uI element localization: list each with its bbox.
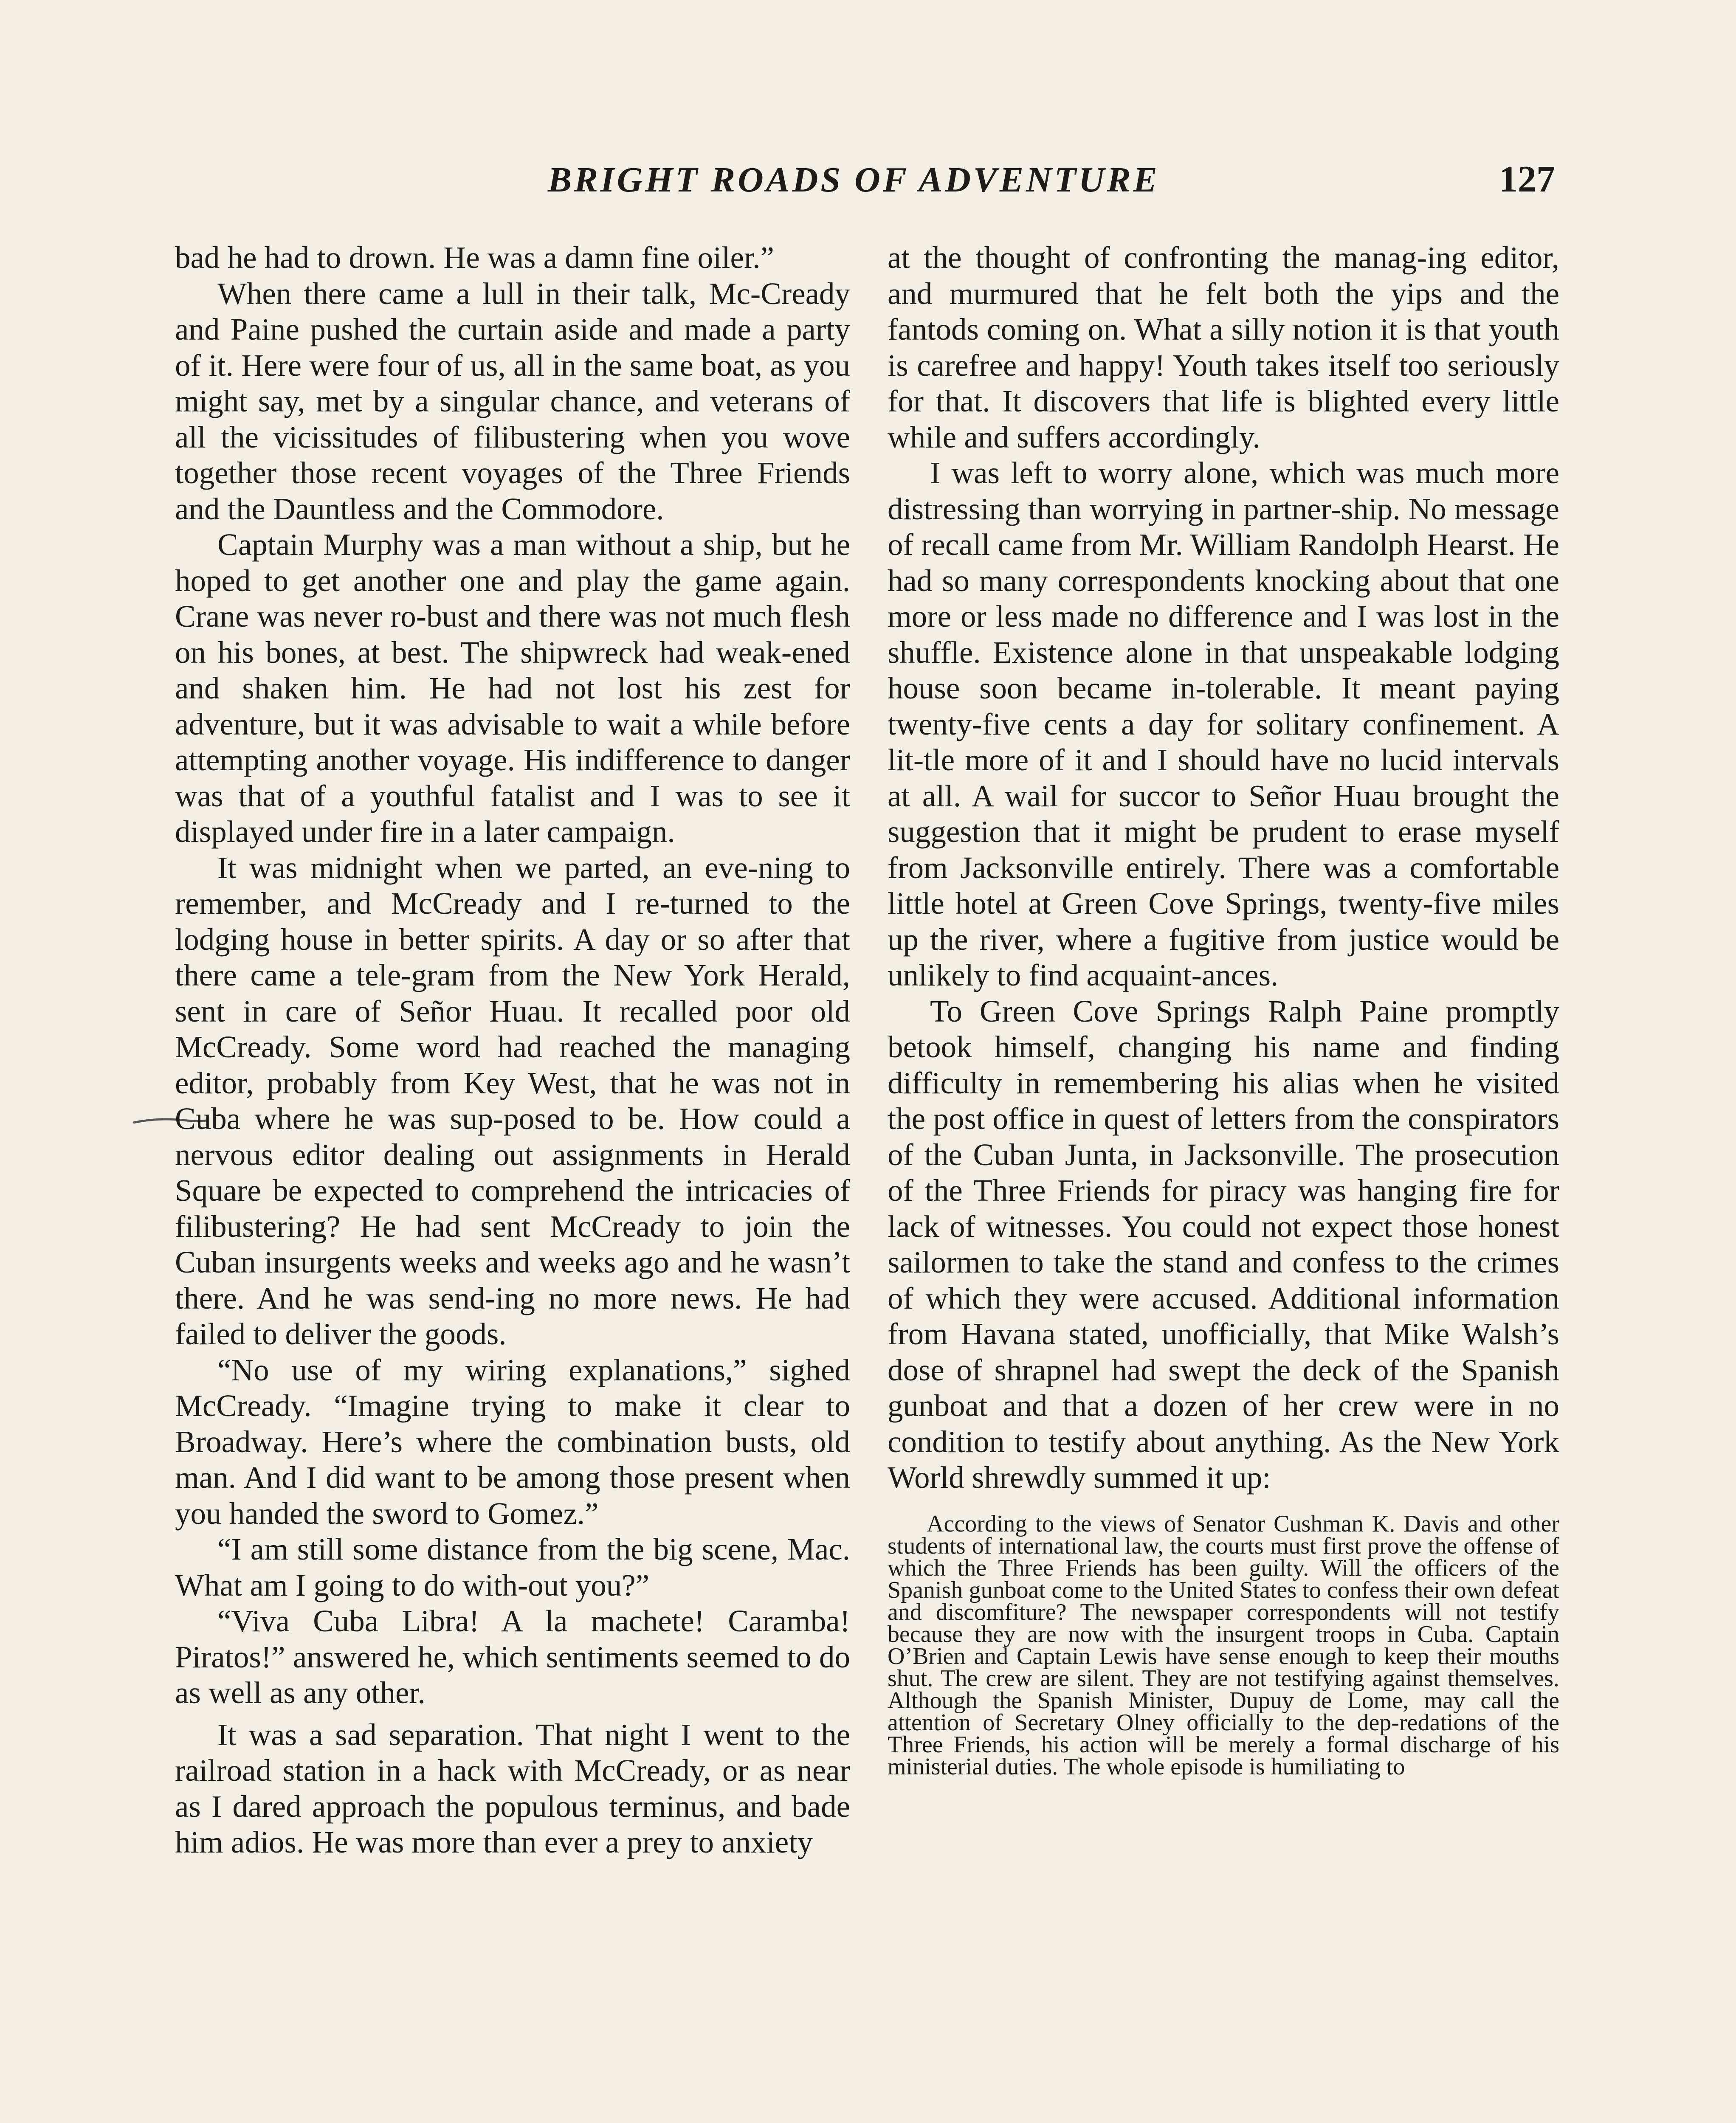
paragraph: To Green Cove Springs Ralph Paine promptly betook himself, changing his name and finding difficulty in remembering his alias when he visited the post office in quest of letters from the conspirators of the Cuban Junta, in Jacksonville. The prosecution of the Three Friends for piracy was hanging fire for lack of witnesses. You could not expect those honest sailormen to take the stand and confess to the crimes of which they were accused. Additional information from Havana stated, unofficially, that Mike Walsh’s dose of shrapnel had swept the deck of the Spanish gunboat and that a dozen of her crew were in no condition to testify about anything. As the New York World shrewdly summed it up: (888, 994, 1559, 1495)
paragraph: Captain Murphy was a man without a ship, but he hoped to get another one and play the game again. Crane was never ro-bust and there was not much flesh on his bones, at best. The shipwreck had weak-ened and shaken him. He had not lost his zest for adventure, but it was advisable to wait a while before attempting another voyage. His indifference to danger was that of a youthful fatalist and I was to see it displayed under fire in a later campaign. (175, 527, 850, 849)
block-quotation (888, 1510, 1559, 1780)
running-title: BRIGHT ROADS OF ADVENTURE (548, 160, 1160, 200)
quotation-text: According to the views of Senator Cushman K. Davis and other students of international law, the courts must first prove the offense of which the Three Friends has been guilty. Will the officers of the Spanish gunboat come to the United States to confess their own defeat and discomfiture? The newspaper correspondents will not testify because they are now with the insurgent troops in Cuba. Captain O’Brien and Captain Lewis have sense enough to keep their mouths shut. The crew are silent. They are not testifying against themselves. Although the Spanish Minister, Dupuy de Lome, may call the attention of Secretary Olney officially to the dep-redations of the Three Friends, his action will be merely a formal discharge of his ministerial duties. The whole episode is humiliating to (888, 1510, 1559, 1780)
paragraph: It was a sad separation. That night I went to the railroad station in a hack with McCready, or as near as I dared approach the populous terminus, and bade him adios. He was more than ever a prey to anxiety (175, 1717, 850, 1859)
page-number: 127 (1499, 159, 1555, 200)
paragraph: “Viva Cuba Libra! A la machete! Caramba! Piratos!” answered he, which sentiments seemed to do as well as any other. (175, 1604, 850, 1710)
paragraph: I was left to worry alone, which was much more distressing than worrying in partner-ship. No message of recall came from Mr. William Randolph Hearst. He had so many correspondents knocking about that one more or less made no difference and I was lost in the shuffle. Existence alone in that unspeakable lodging house soon became in-tolerable. It meant paying twenty-five cents a day for solitary confinement. A lit-tle more of it and I should have no lucid intervals at all. A wail for succor to Señor Huau brought the suggestion that it might be prudent to erase myself from Jacksonville entirely. There was a comfortable little hotel at Green Cove Springs, twenty-five miles up the river, where a fugitive from justice would be unlikely to find acquaint-ances. (888, 456, 1559, 992)
left-column (175, 240, 850, 1861)
paragraph: When there came a lull in their talk, Mc-Cready and Paine pushed the curtain aside and made a party of it. Here were four of us, all in the same boat, as you might say, met by a singular chance, and veterans of all the vicissitudes of filibustering when you wove together those recent voyages of the Three Friends and the Dauntless and the Commodore. (175, 276, 850, 526)
paragraph: at the thought of confronting the manag-ing editor, and murmured that he felt both the yips and the fantods coming on. What a silly notion it is that youth is carefree and happy! Youth takes itself too seriously for that. It discovers that life is blighted every little while and suffers accordingly. (888, 240, 1559, 454)
paragraph: bad he had to drown. He was a damn fine oiler.” (175, 240, 774, 275)
right-column (888, 240, 1559, 1778)
paragraph: It was midnight when we parted, an eve-ning to remember, and McCready and I re-turned to the lodging house in better spirits. A day or so after that there came a tele-gram from the New York Herald, sent in care of Señor Huau. It recalled poor old McCready. Some word had reached the managing editor, probably from Key West, that he was not in Cuba where he was sup-posed to be. How could a nervous editor dealing out assignments in Herald Square be expected to comprehend the intricacies of filibustering? He had sent McCready to join the Cuban insurgents weeks and weeks ago and he wasn’t there. And he was send-ing no more news. He had failed to deliver the goods. (175, 850, 850, 1351)
paragraph: “No use of my wiring explanations,” sighed McCready. “Imagine trying to make it clear to Broadway. Here’s where the combination busts, old man. And I did want to be among those present when you handed the sword to Gomez.” (175, 1352, 850, 1531)
paragraph: “I am still some distance from the big scene, Mac. What am I going to do with-out you?” (175, 1532, 850, 1602)
